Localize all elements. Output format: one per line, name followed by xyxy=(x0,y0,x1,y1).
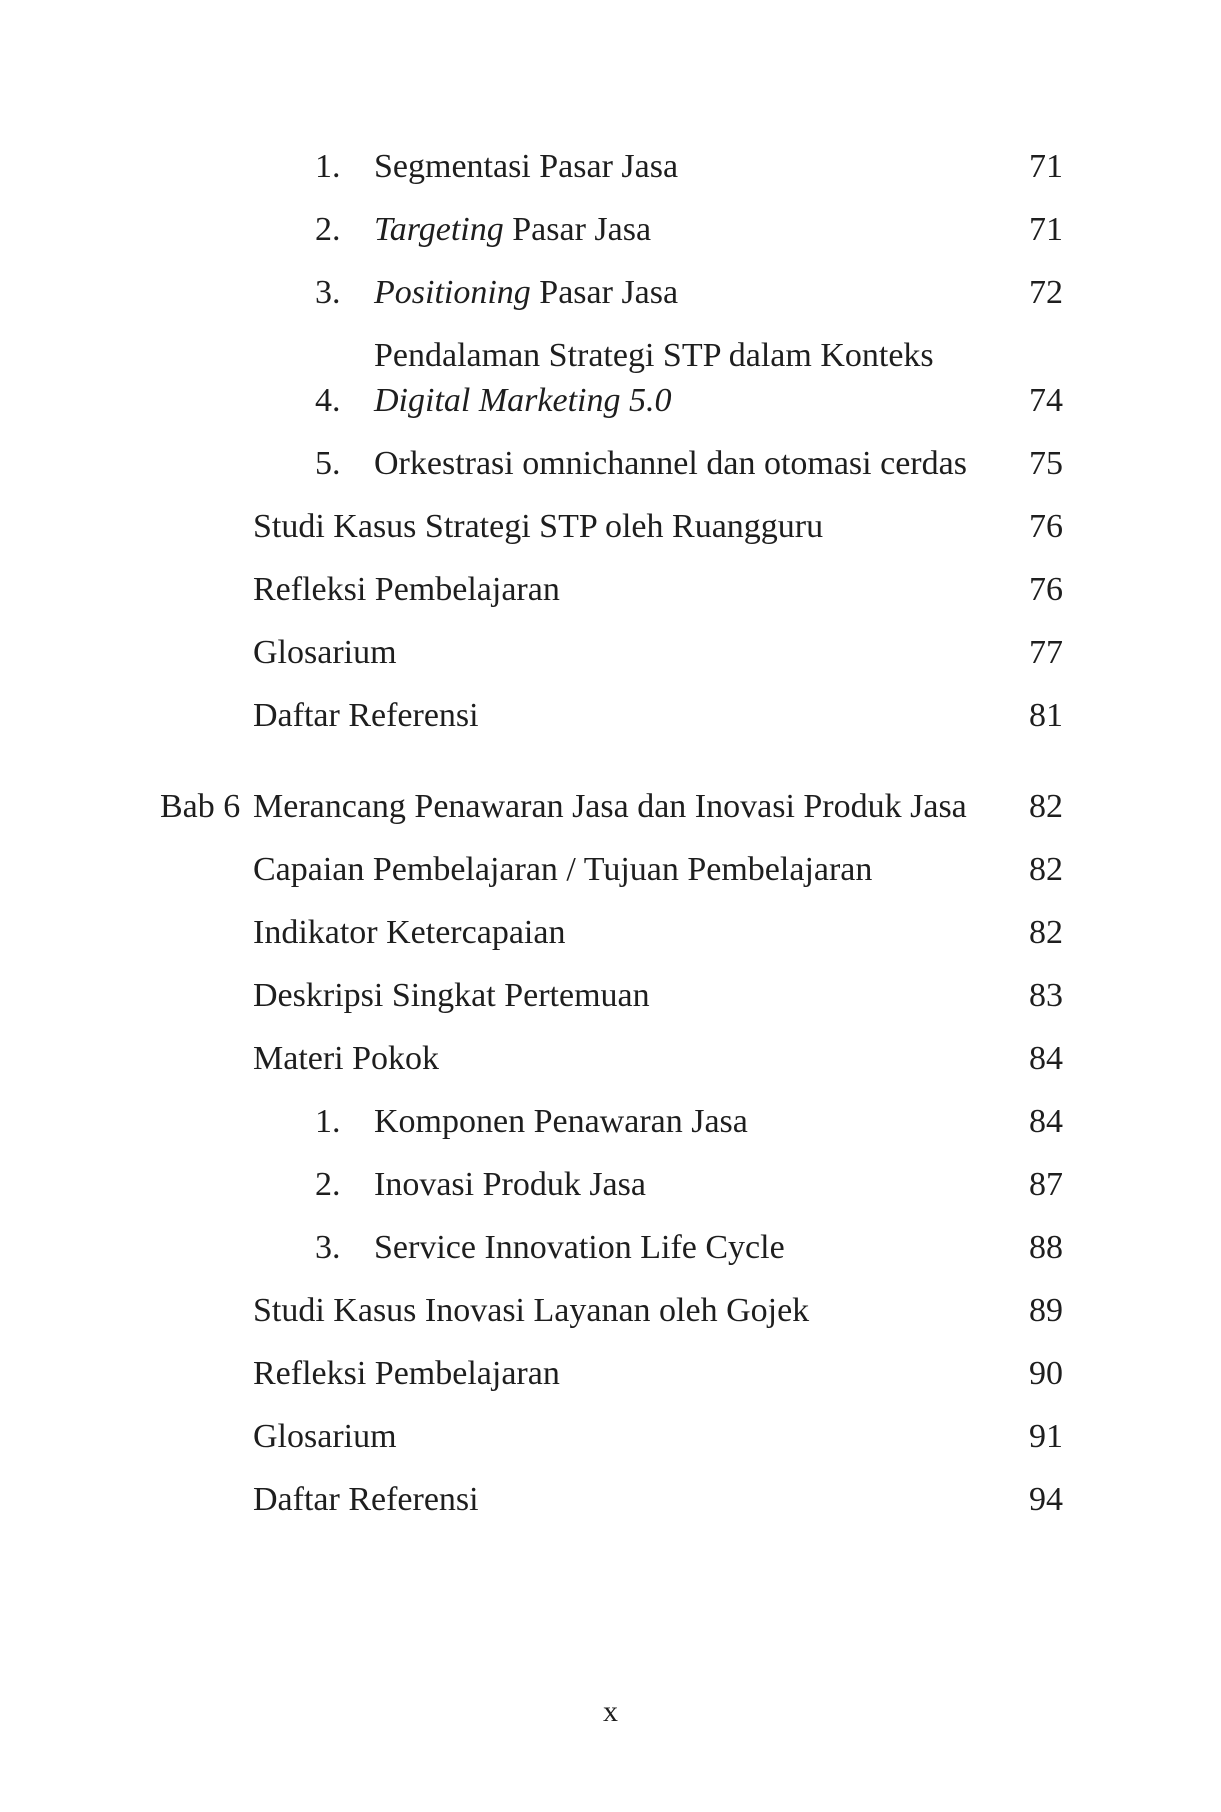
toc-entry xyxy=(160,1354,1063,1393)
entry-text: Capaian Pembelajaran / Tujuan Pembelajaran xyxy=(253,851,873,888)
entry-label xyxy=(253,570,1013,609)
entry-page-number: 77 xyxy=(1029,634,1063,671)
entry-page-number: 71 xyxy=(1029,148,1063,185)
entry-label xyxy=(253,850,1013,889)
entry-line xyxy=(374,210,1013,249)
entry-text: Refleksi Pembelajaran xyxy=(253,1355,560,1392)
entry-label xyxy=(374,273,1013,312)
entry-page-number: 84 xyxy=(1029,1103,1063,1140)
entry-line xyxy=(253,570,1013,609)
toc-entry xyxy=(160,913,1063,952)
entry-text: Service Innovation Life Cycle xyxy=(374,1229,785,1266)
entry-text-italic: Targeting xyxy=(374,211,504,248)
entry-label xyxy=(253,1039,1013,1078)
entry-line xyxy=(253,696,1013,735)
toc-entry xyxy=(160,787,1063,826)
entry-line xyxy=(253,787,1013,826)
entry-text: Inovasi Produk Jasa xyxy=(374,1166,646,1203)
entry-line xyxy=(374,1165,1013,1204)
toc-entry xyxy=(160,444,1063,483)
entry-line xyxy=(253,1291,1013,1330)
entry-line xyxy=(374,336,1013,375)
entry-label xyxy=(253,1354,1013,1393)
toc-entry xyxy=(160,507,1063,546)
entry-label xyxy=(253,1291,1013,1330)
toc-entry xyxy=(160,1480,1063,1519)
entry-line xyxy=(374,444,1013,483)
entry-page-number: 75 xyxy=(1029,445,1063,482)
entry-page-number: 84 xyxy=(1029,1040,1063,1077)
entry-line xyxy=(253,1417,1013,1456)
entry-page-number: 71 xyxy=(1029,211,1063,248)
toc-entry xyxy=(160,1165,1063,1204)
entry-text: Materi Pokok xyxy=(253,1040,440,1077)
entry-label xyxy=(253,1480,1013,1519)
entry-text: Merancang Penawaran Jasa dan Inovasi Produk Jasa xyxy=(253,788,967,825)
entry-number: 4. xyxy=(315,382,341,419)
entry-text-italic: Positioning xyxy=(374,274,531,311)
entry-text: Glosarium xyxy=(253,634,397,671)
entry-text: Refleksi Pembelajaran xyxy=(253,571,560,608)
entry-label xyxy=(374,210,1013,249)
entry-page-number: 81 xyxy=(1029,697,1063,734)
entry-line xyxy=(374,147,1013,186)
entry-text: Glosarium xyxy=(253,1418,397,1455)
toc-entry xyxy=(160,976,1063,1015)
toc-entry xyxy=(160,570,1063,609)
entry-label xyxy=(253,787,1013,826)
entry-line xyxy=(374,381,1013,420)
entry-label xyxy=(374,336,1013,420)
entry-page-number: 72 xyxy=(1029,274,1063,311)
entry-page-number: 88 xyxy=(1029,1229,1063,1266)
toc-entry xyxy=(160,210,1063,249)
entry-page-number: 91 xyxy=(1029,1418,1063,1455)
entry-text: Studi Kasus Inovasi Layanan oleh Gojek xyxy=(253,1292,810,1329)
toc-entry xyxy=(160,1417,1063,1456)
entry-label xyxy=(253,696,1013,735)
entry-line xyxy=(374,1228,1013,1267)
entry-line xyxy=(253,1039,1013,1078)
entry-number: 2. xyxy=(315,211,341,248)
chapter-label: Bab 6 xyxy=(160,788,241,825)
entry-label xyxy=(374,1228,1013,1267)
entry-number: 3. xyxy=(315,274,341,311)
entry-page-number: 82 xyxy=(1029,851,1063,888)
entry-label xyxy=(374,444,1013,483)
entry-label xyxy=(253,633,1013,672)
toc-entry xyxy=(160,633,1063,672)
toc-entry xyxy=(160,850,1063,889)
toc-entry xyxy=(160,1228,1063,1267)
entry-line xyxy=(253,913,1013,952)
entry-number: 1. xyxy=(315,148,341,185)
entry-line xyxy=(253,633,1013,672)
entry-page-number: 90 xyxy=(1029,1355,1063,1392)
entry-page-number: 82 xyxy=(1029,788,1063,825)
entry-page-number: 76 xyxy=(1029,571,1063,608)
entry-text: Daftar Referensi xyxy=(253,697,479,734)
entry-number: 5. xyxy=(315,445,341,482)
entry-page-number: 83 xyxy=(1029,977,1063,1014)
entry-line xyxy=(253,976,1013,1015)
toc-entry xyxy=(160,147,1063,186)
toc-entry xyxy=(160,696,1063,735)
entry-label xyxy=(374,147,1013,186)
entry-line xyxy=(253,507,1013,546)
entry-page-number: 94 xyxy=(1029,1481,1063,1518)
entry-text: Komponen Penawaran Jasa xyxy=(374,1103,748,1140)
entry-label xyxy=(374,1165,1013,1204)
toc-entry xyxy=(160,1102,1063,1141)
toc-entry xyxy=(160,273,1063,312)
toc-entry xyxy=(160,1291,1063,1330)
entry-label xyxy=(253,976,1013,1015)
entry-line xyxy=(374,273,1013,312)
entry-line xyxy=(253,1480,1013,1519)
entry-line xyxy=(374,1102,1013,1141)
entry-text: Segmentasi Pasar Jasa xyxy=(374,148,679,185)
entry-page-number: 74 xyxy=(1029,382,1063,419)
entry-page-number: 87 xyxy=(1029,1166,1063,1203)
toc-entry xyxy=(160,336,1063,420)
entry-text: Deskripsi Singkat Pertemuan xyxy=(253,977,650,1014)
entry-line xyxy=(253,1354,1013,1393)
entry-page-number: 76 xyxy=(1029,508,1063,545)
entry-label xyxy=(374,1102,1013,1141)
entry-text: Daftar Referensi xyxy=(253,1481,479,1518)
footer-page-number: x xyxy=(603,1695,618,1728)
toc-entry xyxy=(160,1039,1063,1078)
entry-text-italic: Digital Marketing 5.0 xyxy=(374,382,672,419)
entry-text: Pasar Jasa xyxy=(530,274,679,311)
entry-label xyxy=(253,1417,1013,1456)
entry-text: Indikator Ketercapaian xyxy=(253,914,566,951)
entry-number: 2. xyxy=(315,1166,341,1203)
entry-label xyxy=(253,913,1013,952)
entry-page-number: 82 xyxy=(1029,914,1063,951)
entry-text: Studi Kasus Strategi STP oleh Ruangguru xyxy=(253,508,824,545)
entry-text: Pendalaman Strategi STP dalam Konteks xyxy=(374,337,934,374)
toc-list xyxy=(160,147,1063,1519)
entry-line xyxy=(253,850,1013,889)
entry-number: 1. xyxy=(315,1103,341,1140)
entry-page-number: 89 xyxy=(1029,1292,1063,1329)
entry-text: Orkestrasi omnichannel dan otomasi cerdas xyxy=(374,445,967,482)
entry-number: 3. xyxy=(315,1229,341,1266)
entry-label xyxy=(253,507,1013,546)
entry-text: Pasar Jasa xyxy=(503,211,652,248)
